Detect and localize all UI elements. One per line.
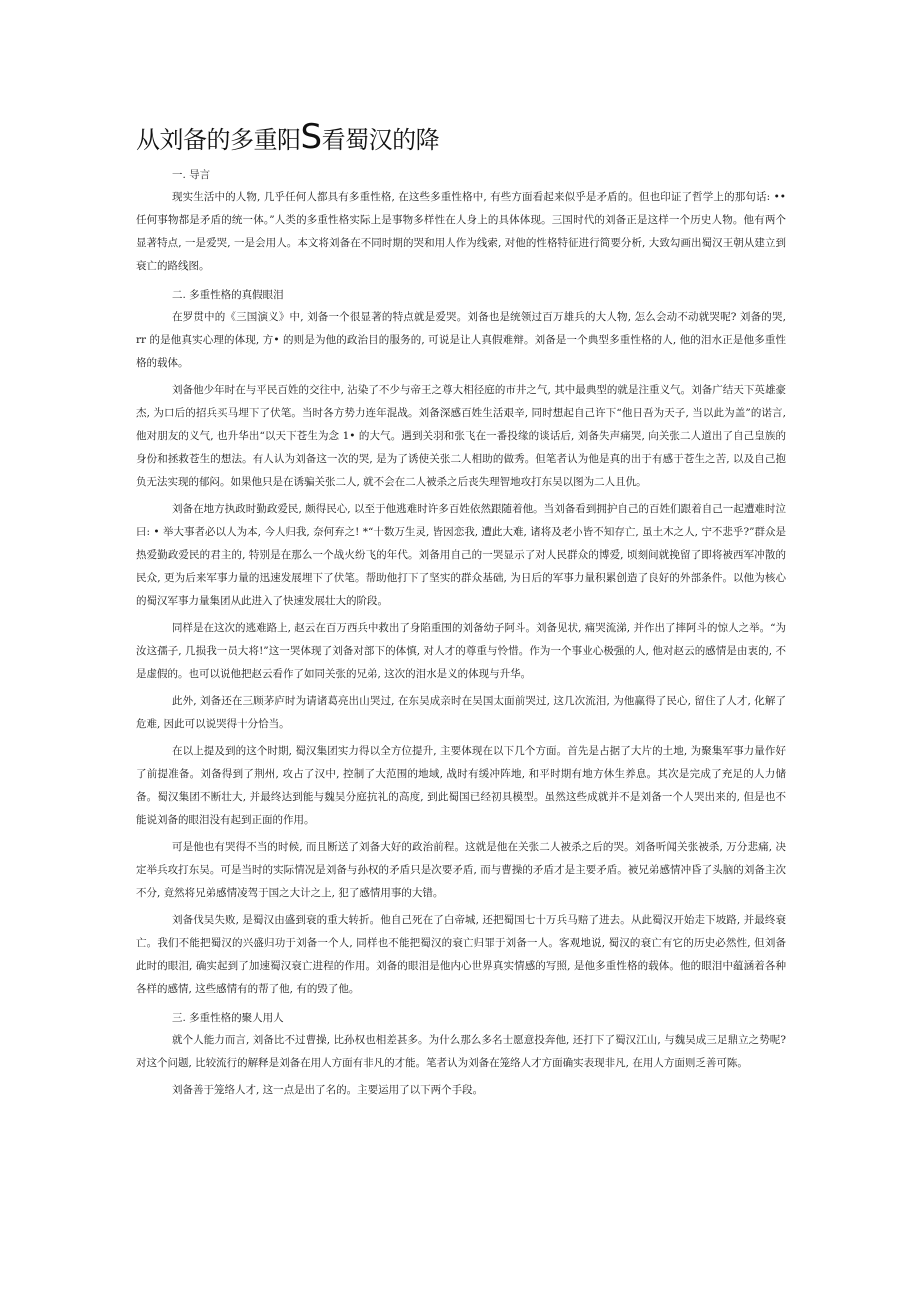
paragraph: 刘备他少年时在与平民百姓的交往中, 沾染了不少与帝王之尊大相径庭的市井之气, 其中最典型的就是注重义气。刘备广结天下英雄豪杰, 为口后的招兵买马埋下了伏笔。当时各方势力连年混战。刘备深感百姓生活艰辛, 同时想起自己许下“他日吾为天子, 当以此为盖”的诺言, 他对朋友的义气, 也升华出“以天下苍生为念 1• 的大气。遇到关羽和张飞在一番投缘的谈话后, 刘备失声痛哭, 向关张二人道出了自己皇族的身份和拯救苍生的想法。有人认为刘备这一次的哭, 是为了诱使关张二人相助的做秀。但笔者认为他是真的出于有感于苍生之苦, 以及自己抱负无法实现的郁闷。如果他只是在诱骗关张二人, 就不会在二人被杀之后丧失理智地攻打东吴以图为二人且仇。: [136, 384, 786, 488]
section-heading-employing-people: 三. 多重性格的聚人用人: [172, 1012, 284, 1024]
paragraph: 现实生活中的人物, 几乎任何人都具有多重性格, 在这些多重性格中, 有些方面看起来似乎是矛盾的。但也印证了哲学上的那句话: •• 任何事物都是矛盾的统一体。”人类的多重性格实际上是事物多样性在人身上的具体体现。三国时代的刘备正是这样一个历史人物。他有两个显著特点, 一是爱哭, 一是会用人。本文将刘备在不同时期的哭和用人作为线索, 对他的性格特征进行简要分析, 大致勾画出蜀汉王朝从建立到衰亡的路线图。: [136, 191, 786, 272]
paragraph: 同样是在这次的逃难路上, 赵云在百万西兵中救出了身陷重围的刘备幼子阿斗。刘备见状, 痛哭流涕, 并作出了摔阿斗的惊人之举。“为汝这孺子, 几损我一员大将!”这一哭体现了刘备对部下的体慎, 对人才的尊重与怜惜。作为一个事业心极强的人, 他对赵云的感情是由衷的, 不是虚假的。也可以说他把赵云看作了如同关张的兄弟, 这次的泪水是义的体现与升华。: [136, 622, 786, 680]
paragraph: 刘备伐吴失败, 是蜀汉由盛到衰的重大转折。他自己死在了白帝城, 还把蜀国七十万兵马赔了进去。从此蜀汉开始走下坡路, 并最终衰亡。我们不能把蜀汉的兴盛归功于刘备一个人, 同样也不能把蜀汉的衰亡归罪于刘备一人。客观地说, 蜀汉的衰亡有它的历史必然性, 但刘备此时的眼泪, 确实起到了加速蜀汉衰亡进程的作用。刘备的眼泪是他内心世界真实情感的写照, 是他多重性格的载体。他的眼泪中蕴涵着各种各样的感情, 这些感情有的帮了他, 有的毁了他。: [136, 914, 786, 995]
paragraph: 在罗贯中的《三国演义》中, 刘备一个很显著的特点就是爱哭。刘备也是统领过百万雄兵的大人物, 怎么会动不动就哭呢? 刘备的哭, rr 的是他真实心理的体现, 方• 的则是为他的政治目的服务的, 可说是让人真假难辩。刘备是一个典型多重性格的人, 他的泪水正是他多重性格的载体。: [136, 311, 786, 369]
paragraph: 可是他也有哭得不当的时候, 而且断送了刘备大好的政治前程。这就是他在关张二人被杀之后的哭。刘备听闻关张被杀, 万分悲痛, 决定举兵攻打东吴。可是当时的实际情况是刘备与孙权的矛盾只是次要矛盾, 而与曹操的矛盾才是主要矛盾。被兄弟感情冲昏了头脑的刘备主次不分, 竟然将兄弟感情凌驾于国之大计之上, 犯了感情用事的大错。: [136, 841, 786, 899]
document-body: [136, 158, 786, 1106]
paragraph: 就个人能力而言, 刘备比不过曹操, 比孙权也相差甚多。为什么那么多名士愿意投奔他, 还打下了蜀汉江山, 与魏吴成三足鼎立之势呢? 对这个问题, 比较流行的解释是刘备在用人方面有非凡的才能。笔者认为刘备在笼络人才方面确实表现非凡, 在用人方面则乏善可陈。: [136, 1034, 786, 1069]
section-heading-introduction: 一. 导言: [172, 169, 211, 181]
section-heading-tears: 二. 多重性格的真假眼泪: [172, 289, 284, 301]
paragraph: 在以上提及到的这个时期, 蜀汉集团实力得以全方位提升, 主要体现在以下几个方面。首先是占据了大片的土地, 为聚集军事力量作好了前提准备。刘备得到了荆州, 攻占了汉中, 控制了大范围的地域, 战时有缓冲阵地, 和平时期有地方休生养息。其次是完成了充足的人力储备。蜀汉集团不断壮大, 并最终达到能与魏吴分庭抗礼的高度, 到此蜀国已经初具模型。虽然这些成就并不是刘备一个人哭出来的, 但是也不能说刘备的眼泪没有起到正面的作用。: [136, 745, 786, 826]
paragraph: 此外, 刘备还在三顾茅庐时为请诸葛亮出山哭过, 在东吴成亲时在吴国太面前哭过, 这几次流泪, 为他赢得了民心, 留住了人才, 化解了危难, 因此可以说哭得十分恰当。: [136, 695, 786, 730]
paragraph: 刘备在地方执政时勤政爱民, 颇得民心, 以至于他逃难时许多百姓依然跟随着他。当刘备看到拥护自己的百姓们跟着自己一起遭难时泣曰: • 举大事者必以人为本, 今人归我, 奈何弃之! *“十数万生灵, 皆因恋我, 遭此大难, 诸将及老小皆不知存亡, 虽土木之人, 宁不悲乎?”群众是热爱勤政爱民的君主的, 特别是在那么一个战火纷飞的年代。刘备用自己的一哭显示了对人民群众的博爱, 顷刻间就挽留了即将被西军冲散的民众, 更为后来军事力量的迅速发展埋下了伏笔。帮助他打下了坚实的群众基础, 为日后的军事力量积累创造了良好的外部条件。以他为核心的蜀汉军事力量集团从此进入了快速发展壮大的阶段。: [136, 503, 786, 607]
title-part-2: S: [300, 117, 322, 157]
paragraph: 刘备善于笼络人才, 这一点是出了名的。主要运用了以下两个手段。: [172, 1084, 484, 1096]
document-title: [136, 118, 439, 159]
title-part-3: 看蜀汉的降: [321, 126, 440, 154]
title-part-1: 从刘备的多重阳: [136, 126, 301, 154]
